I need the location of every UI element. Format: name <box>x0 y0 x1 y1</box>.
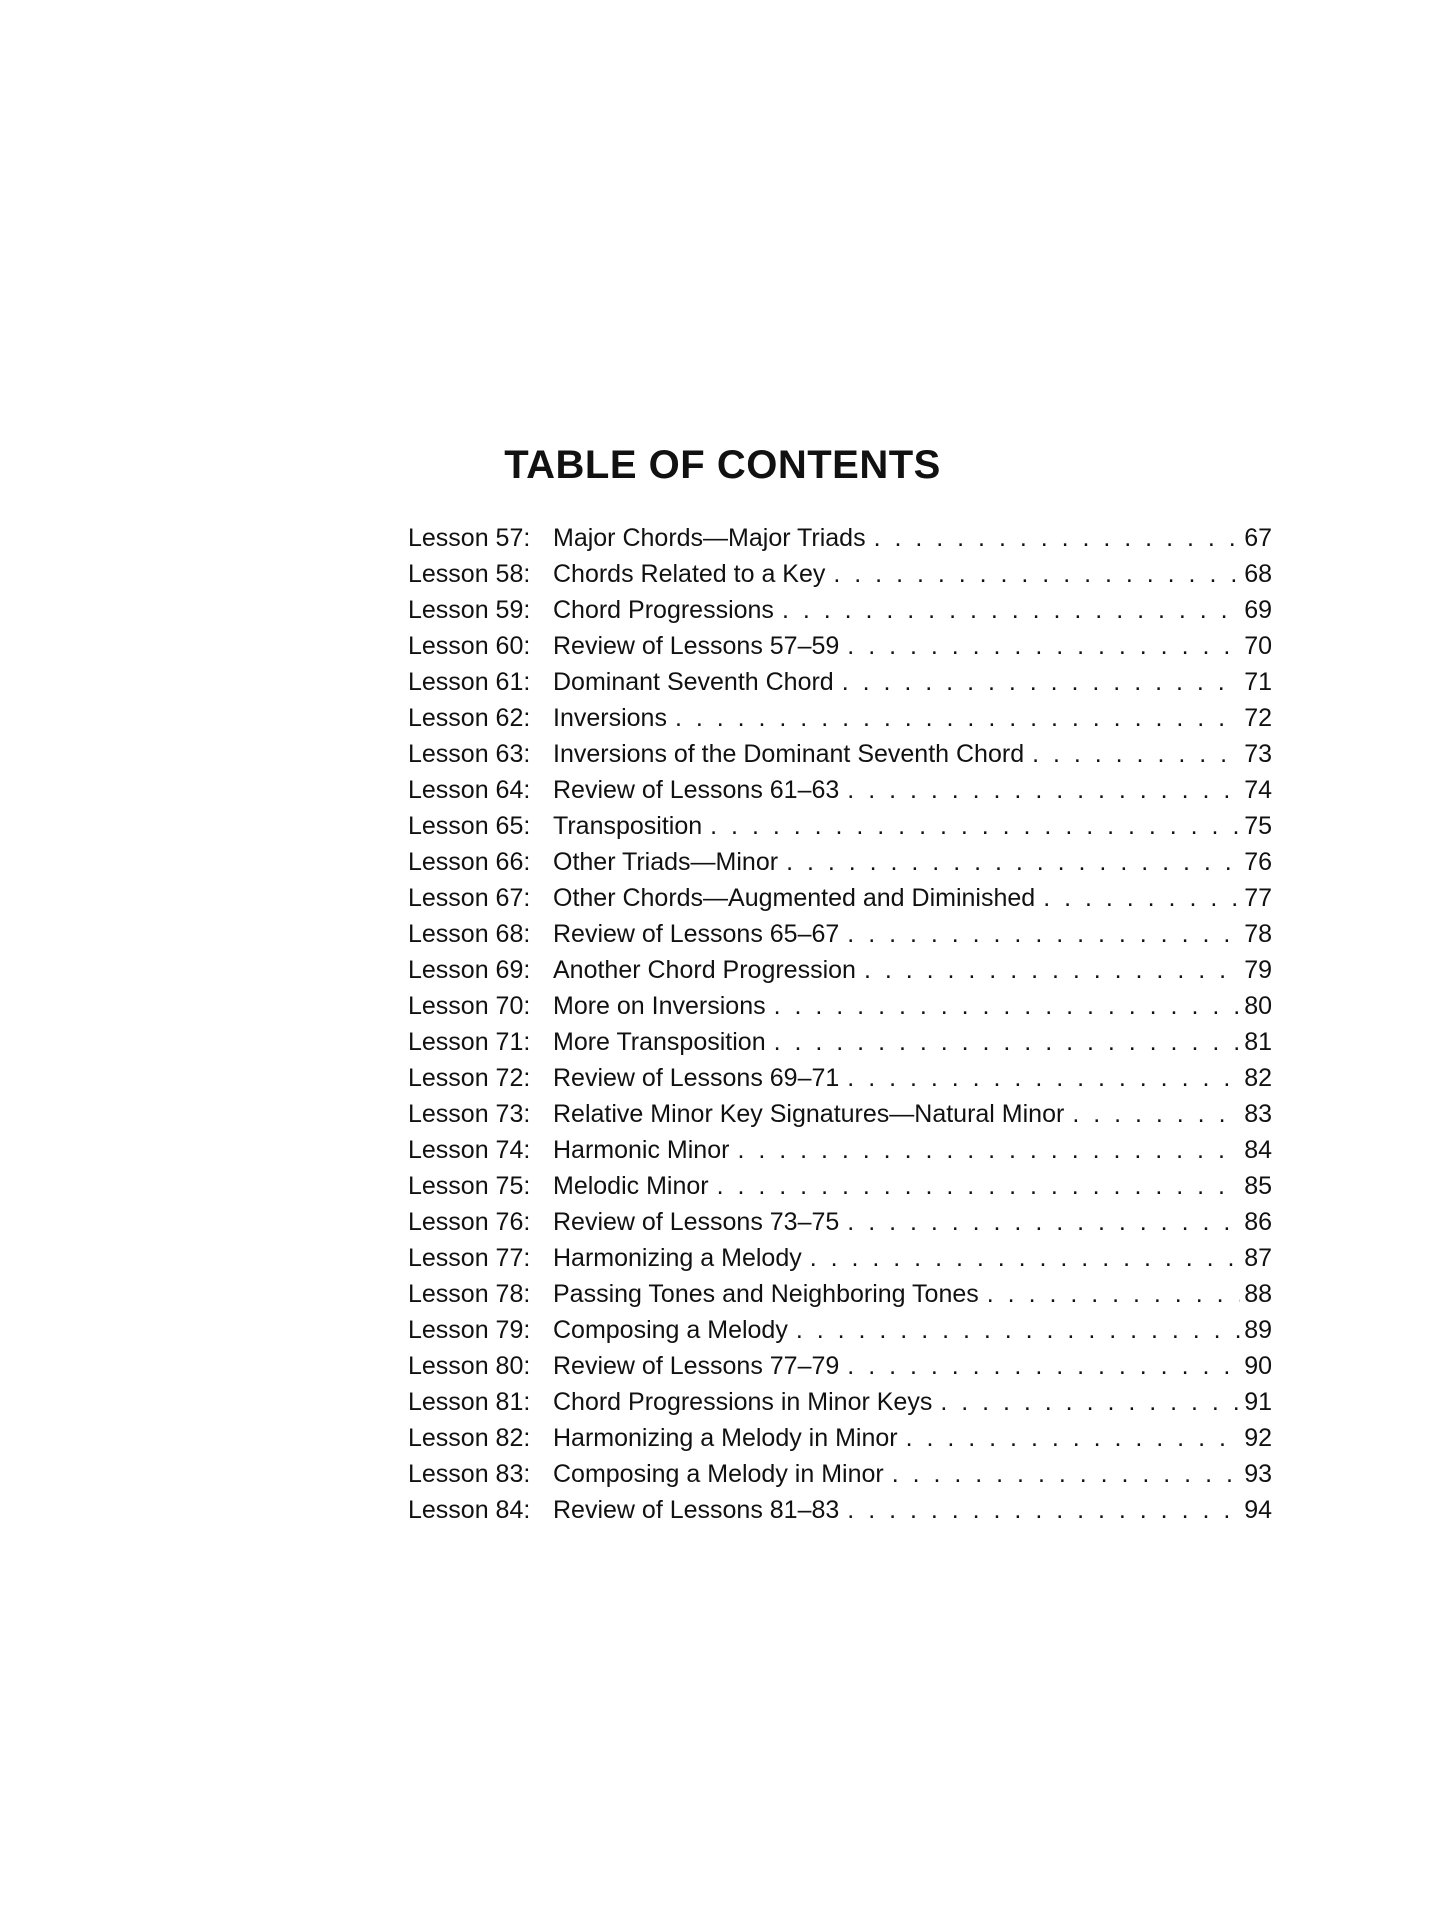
toc-dot-leader <box>847 772 1240 808</box>
toc-entry <box>408 556 1272 592</box>
toc-lesson-title: Harmonizing a Melody in Minor <box>553 1424 898 1452</box>
toc-lesson-number: Lesson 67: <box>408 884 531 912</box>
toc-dot-leader <box>710 808 1240 844</box>
toc-lesson-number: Lesson 62: <box>408 704 531 732</box>
page-title: TABLE OF CONTENTS <box>504 442 941 487</box>
toc-lesson-title: Other Chords—Augmented and Diminished <box>553 884 1036 912</box>
toc-lesson-number: Lesson 63: <box>408 740 531 768</box>
toc-page-number: 92 <box>1244 1424 1272 1452</box>
toc-dot-leader <box>774 988 1241 1024</box>
toc-lesson-number: Lesson 76: <box>408 1208 531 1236</box>
toc-entry <box>408 1492 1272 1528</box>
toc-lesson-number: Lesson 69: <box>408 956 531 984</box>
toc-page-number: 93 <box>1244 1460 1272 1488</box>
toc-entry <box>408 592 1272 628</box>
toc-entry <box>408 808 1272 844</box>
toc-lesson-title: Inversions <box>553 704 667 732</box>
toc-dot-leader <box>864 952 1240 988</box>
toc-lesson-number: Lesson 71: <box>408 1028 531 1056</box>
toc-page-number: 94 <box>1244 1496 1272 1524</box>
toc-lesson-number: Lesson 57: <box>408 524 531 552</box>
toc-entry <box>408 1204 1272 1240</box>
toc-lesson-number: Lesson 82: <box>408 1424 531 1452</box>
toc-entry <box>408 880 1272 916</box>
toc-lesson-title: More Transposition <box>553 1028 766 1056</box>
toc-entry <box>408 520 1272 556</box>
toc-lesson-number: Lesson 78: <box>408 1280 531 1308</box>
toc-dot-leader <box>833 556 1240 592</box>
toc-lesson-title: Review of Lessons 57–59 <box>553 632 840 660</box>
toc-dot-leader <box>1043 880 1240 916</box>
toc-page-number: 79 <box>1244 956 1272 984</box>
toc-entry <box>408 1456 1272 1492</box>
toc-lesson-number: Lesson 61: <box>408 668 531 696</box>
toc-lesson-number: Lesson 80: <box>408 1352 531 1380</box>
toc-lesson-title: Review of Lessons 77–79 <box>553 1352 840 1380</box>
toc-lesson-title: Review of Lessons 69–71 <box>553 1064 840 1092</box>
toc-lesson-title: Melodic Minor <box>553 1172 709 1200</box>
toc-lesson-number: Lesson 60: <box>408 632 531 660</box>
toc-lesson-title: Chord Progressions in Minor Keys <box>553 1388 933 1416</box>
toc-page-number: 78 <box>1244 920 1272 948</box>
toc-lesson-title: Another Chord Progression <box>553 956 856 984</box>
toc-dot-leader <box>874 520 1241 556</box>
toc-lesson-title: Passing Tones and Neighboring Tones <box>553 1280 979 1308</box>
toc-page-number: 72 <box>1244 704 1272 732</box>
toc-dot-leader <box>675 700 1240 736</box>
toc-entry <box>408 628 1272 664</box>
toc-dot-leader <box>847 1204 1240 1240</box>
toc-lesson-title: Harmonizing a Melody <box>553 1244 802 1272</box>
toc-entry <box>408 772 1272 808</box>
toc-lesson-title: Dominant Seventh Chord <box>553 668 834 696</box>
toc-lesson-title: Review of Lessons 65–67 <box>553 920 840 948</box>
table-of-contents <box>408 520 1272 1528</box>
toc-lesson-number: Lesson 74: <box>408 1136 531 1164</box>
toc-lesson-number: Lesson 83: <box>408 1460 531 1488</box>
toc-entry <box>408 1060 1272 1096</box>
toc-entry <box>408 1240 1272 1276</box>
toc-dot-leader <box>782 592 1240 628</box>
toc-lesson-number: Lesson 75: <box>408 1172 531 1200</box>
toc-page-number: 77 <box>1244 884 1272 912</box>
toc-entry <box>408 700 1272 736</box>
toc-page-number: 83 <box>1244 1100 1272 1128</box>
toc-lesson-title: Chord Progressions <box>553 596 774 624</box>
toc-lesson-title: Chords Related to a Key <box>553 560 826 588</box>
toc-lesson-number: Lesson 64: <box>408 776 531 804</box>
toc-dot-leader <box>847 628 1240 664</box>
toc-page-number: 71 <box>1244 668 1272 696</box>
toc-dot-leader <box>987 1276 1240 1312</box>
toc-page-number: 85 <box>1244 1172 1272 1200</box>
toc-dot-leader <box>940 1384 1240 1420</box>
toc-lesson-title: More on Inversions <box>553 992 766 1020</box>
toc-lesson-title: Review of Lessons 81–83 <box>553 1496 840 1524</box>
toc-lesson-number: Lesson 73: <box>408 1100 531 1128</box>
toc-lesson-number: Lesson 81: <box>408 1388 531 1416</box>
toc-entry <box>408 1168 1272 1204</box>
toc-dot-leader <box>786 844 1240 880</box>
toc-dot-leader <box>1072 1096 1240 1132</box>
toc-entry <box>408 1384 1272 1420</box>
toc-lesson-number: Lesson 79: <box>408 1316 531 1344</box>
toc-dot-leader <box>1032 736 1240 772</box>
toc-entry <box>408 916 1272 952</box>
toc-page-number: 87 <box>1244 1244 1272 1272</box>
toc-entry <box>408 1096 1272 1132</box>
toc-lesson-title: Review of Lessons 73–75 <box>553 1208 840 1236</box>
toc-lesson-title: Other Triads—Minor <box>553 848 779 876</box>
toc-dot-leader <box>717 1168 1241 1204</box>
toc-page-number: 89 <box>1244 1316 1272 1344</box>
toc-page-number: 74 <box>1244 776 1272 804</box>
toc-dot-leader <box>892 1456 1240 1492</box>
toc-lesson-title: Composing a Melody in Minor <box>553 1460 884 1488</box>
toc-entry <box>408 664 1272 700</box>
toc-page-number: 88 <box>1244 1280 1272 1308</box>
toc-lesson-number: Lesson 70: <box>408 992 531 1020</box>
toc-entry <box>408 1132 1272 1168</box>
toc-dot-leader <box>847 916 1240 952</box>
toc-dot-leader <box>847 1060 1240 1096</box>
toc-dot-leader <box>737 1132 1240 1168</box>
toc-page-number: 76 <box>1244 848 1272 876</box>
toc-lesson-title: Relative Minor Key Signatures—Natural Minor <box>553 1100 1065 1128</box>
toc-lesson-title: Review of Lessons 61–63 <box>553 776 840 804</box>
toc-page-number: 69 <box>1244 596 1272 624</box>
toc-page-number: 84 <box>1244 1136 1272 1164</box>
toc-lesson-title: Harmonic Minor <box>553 1136 730 1164</box>
toc-entry <box>408 1312 1272 1348</box>
toc-page-number: 90 <box>1244 1352 1272 1380</box>
toc-dot-leader <box>847 1348 1240 1384</box>
toc-dot-leader <box>906 1420 1241 1456</box>
toc-lesson-title: Inversions of the Dominant Seventh Chord <box>553 740 1025 768</box>
toc-dot-leader <box>847 1492 1240 1528</box>
toc-entry <box>408 1276 1272 1312</box>
toc-entry <box>408 1024 1272 1060</box>
toc-dot-leader <box>810 1240 1240 1276</box>
toc-page-number: 82 <box>1244 1064 1272 1092</box>
toc-lesson-number: Lesson 84: <box>408 1496 531 1524</box>
toc-dot-leader <box>774 1024 1241 1060</box>
toc-page-number: 68 <box>1244 560 1272 588</box>
toc-entry <box>408 736 1272 772</box>
toc-page-number: 73 <box>1244 740 1272 768</box>
toc-lesson-title: Composing a Melody <box>553 1316 788 1344</box>
toc-page-number: 80 <box>1244 992 1272 1020</box>
toc-lesson-title: Transposition <box>553 812 703 840</box>
toc-page-number: 75 <box>1244 812 1272 840</box>
toc-entry <box>408 1420 1272 1456</box>
toc-page-number: 91 <box>1244 1388 1272 1416</box>
toc-lesson-title: Major Chords—Major Triads <box>553 524 866 552</box>
toc-dot-leader <box>842 664 1240 700</box>
toc-lesson-number: Lesson 59: <box>408 596 531 624</box>
toc-entry <box>408 988 1272 1024</box>
toc-lesson-number: Lesson 65: <box>408 812 531 840</box>
toc-lesson-number: Lesson 72: <box>408 1064 531 1092</box>
toc-page-number: 67 <box>1244 524 1272 552</box>
toc-lesson-number: Lesson 66: <box>408 848 531 876</box>
toc-page-number: 86 <box>1244 1208 1272 1236</box>
toc-dot-leader <box>796 1312 1240 1348</box>
toc-entry <box>408 844 1272 880</box>
toc-entry <box>408 1348 1272 1384</box>
toc-entry <box>408 952 1272 988</box>
toc-lesson-number: Lesson 77: <box>408 1244 531 1272</box>
toc-page-number: 70 <box>1244 632 1272 660</box>
toc-page-number: 81 <box>1244 1028 1272 1056</box>
toc-lesson-number: Lesson 58: <box>408 560 531 588</box>
toc-lesson-number: Lesson 68: <box>408 920 531 948</box>
